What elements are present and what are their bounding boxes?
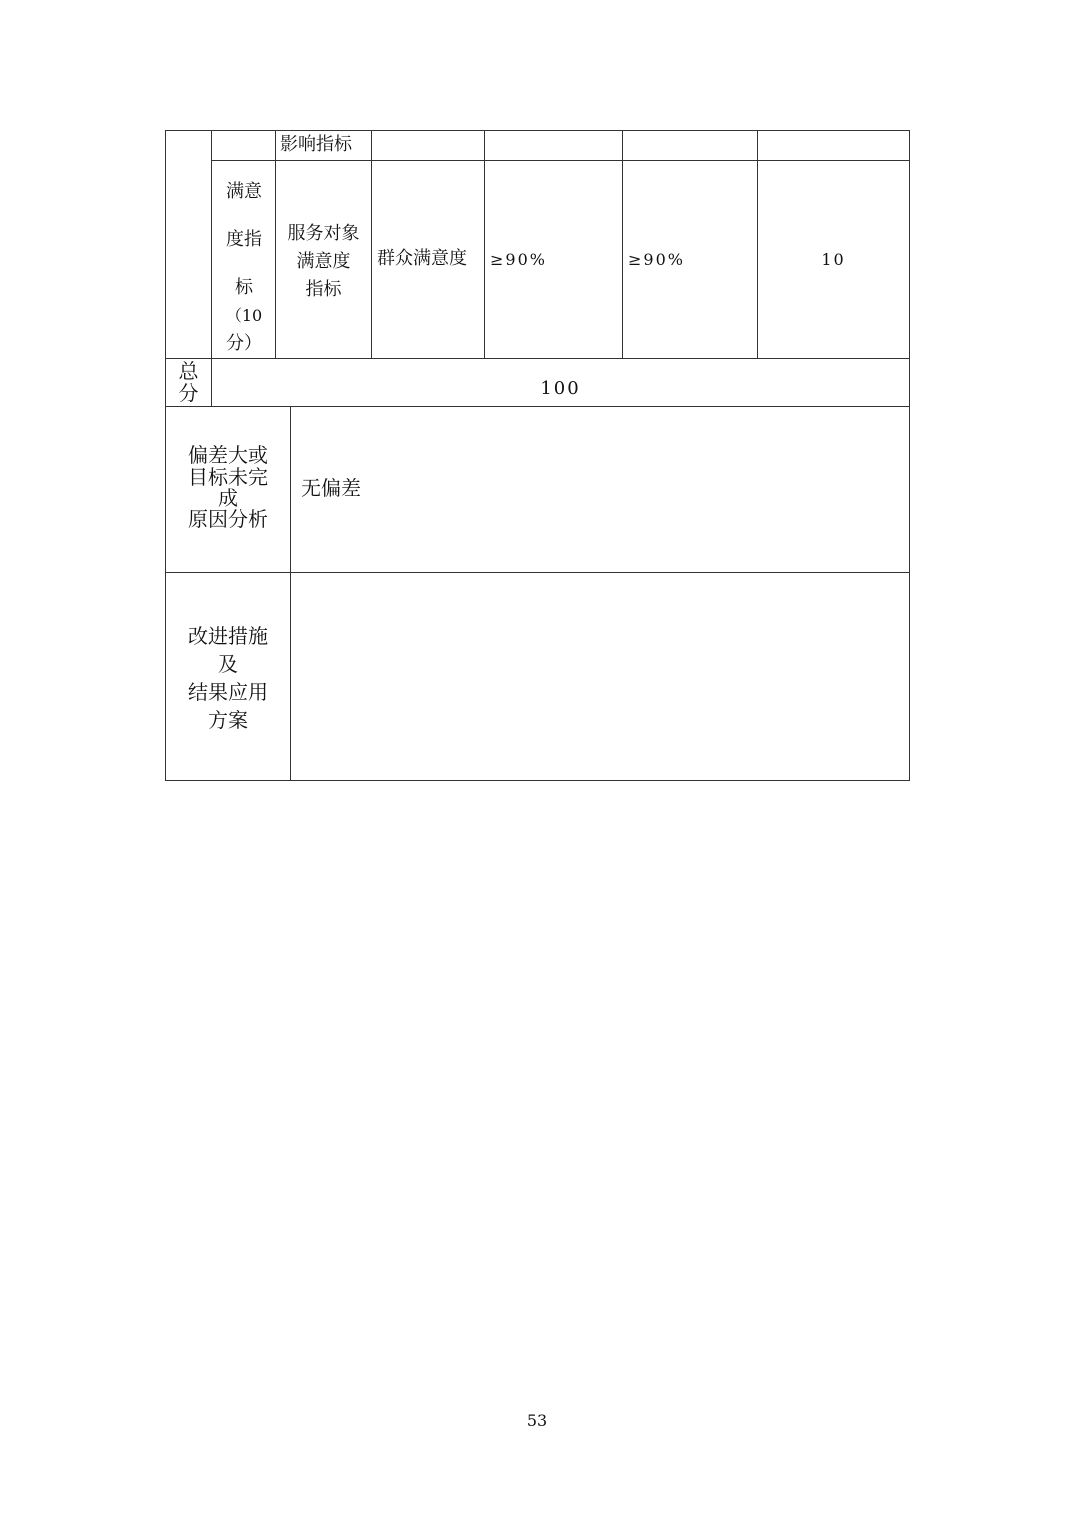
deviation-label-cell <box>166 444 290 530</box>
page-number: 53 <box>526 1411 548 1430</box>
category-line: 度指 <box>226 229 262 250</box>
satisfaction-category-cell <box>213 180 275 356</box>
score-cell: 10 <box>821 250 846 269</box>
satisfaction-item-cell: 群众满意度 <box>377 248 467 269</box>
indicator-line: 服务对象 <box>287 223 360 244</box>
deviation-label-line: 成 <box>218 486 238 510</box>
indicator-line: 满意度 <box>296 251 351 272</box>
impact-indicator-cell: 影响指标 <box>280 134 352 155</box>
category-line: 满意 <box>226 181 262 202</box>
improvement-label-line: 方案 <box>208 708 248 732</box>
deviation-value-cell: 无偏差 <box>301 476 361 500</box>
improvement-label-line: 及 <box>218 652 238 676</box>
deviation-label-line: 原因分析 <box>188 507 268 531</box>
deviation-label-line: 目标未完 <box>188 465 268 489</box>
category-line: （10 <box>225 306 263 325</box>
total-label-line: 分 <box>178 381 199 405</box>
improvement-label-line: 改进措施 <box>188 624 268 648</box>
category-line: 分） <box>226 333 262 354</box>
total-label-line: 总 <box>178 359 199 383</box>
total-label-cell <box>166 360 211 404</box>
total-value-cell: 100 <box>540 378 581 399</box>
deviation-label-line: 偏差大或 <box>188 443 268 467</box>
actual-value-cell: ≥90% <box>628 250 685 269</box>
improvement-label-line: 结果应用 <box>188 680 268 704</box>
indicator-line: 指标 <box>305 279 342 300</box>
improvement-label-cell <box>166 622 290 734</box>
category-line: 标 <box>235 277 253 298</box>
satisfaction-indicator-cell <box>276 220 371 304</box>
target-value-cell: ≥90% <box>490 250 547 269</box>
